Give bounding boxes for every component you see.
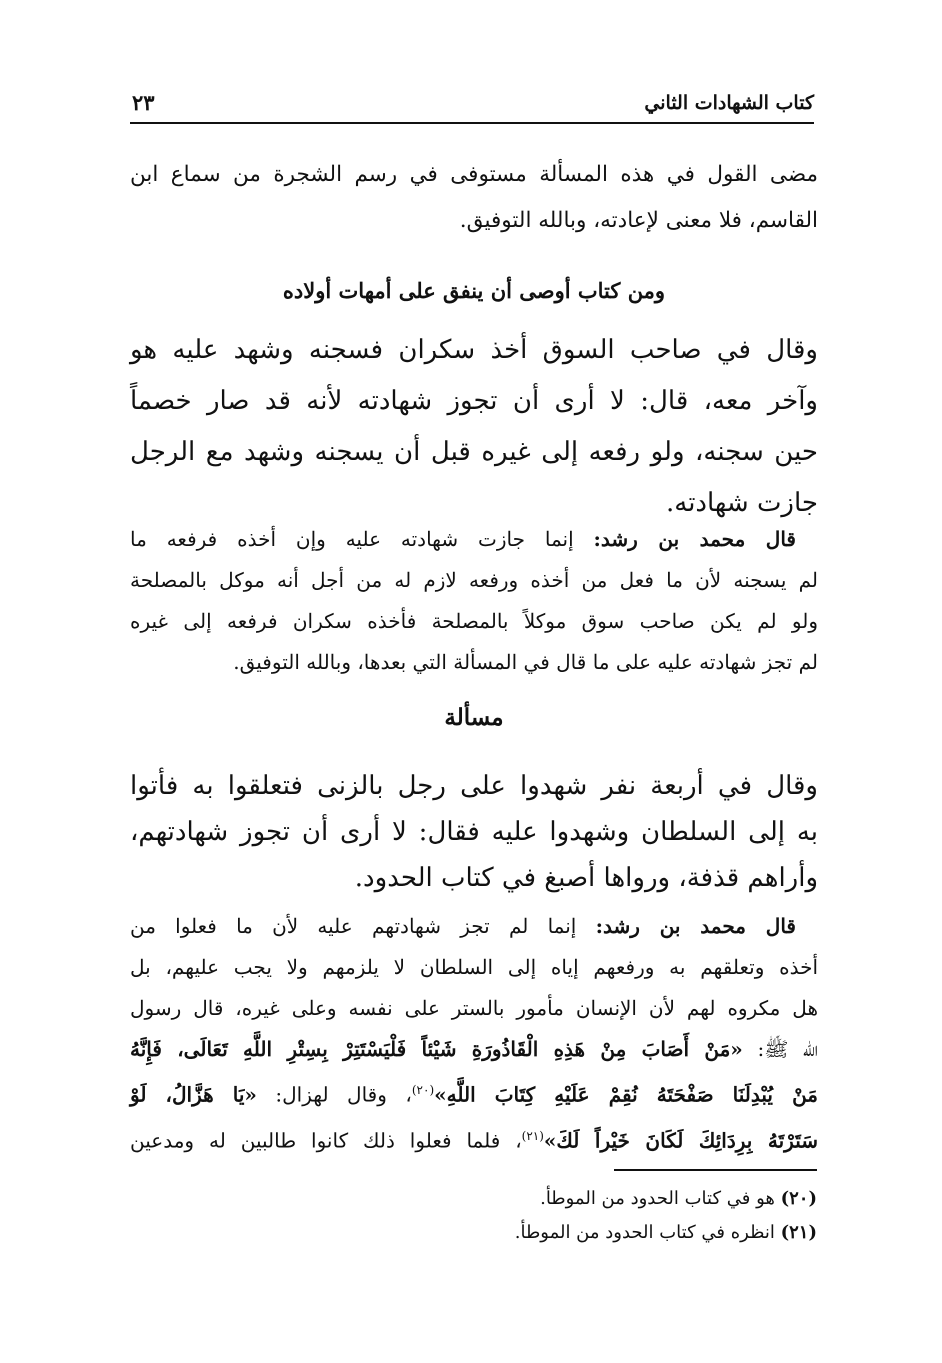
hadith-quote: «يَا هَزَّالُ، لَوْ: [130, 1082, 257, 1107]
text-line: أخذه وتعلقهم به ورفعهم إياه إلى السلطان لا يلزمهم ولا يجب عليهم، بل: [130, 955, 818, 979]
commentary-text: إنما لم تجز شهادتهم عليه لأن ما فعلوا من: [130, 914, 577, 938]
intro-paragraph: [130, 152, 818, 244]
text-line: به إلى السلطان وشهدوا عليه فقال: لا أرى أن تجوز شهادتهم،: [130, 817, 818, 847]
commentator-name: قال محمد بن رشد:: [595, 914, 796, 938]
hadith-quote: «مَنْ أَصَابَ مِنْ هَذِهِ الْقَاذُورَةِ شَيْئاً فَلْيَسْتَتِرْ بِسِتْرِ اللَّهِ تَعَالَى، فَإِنَّهُ: [130, 1037, 743, 1061]
footnote-divider: [614, 1169, 817, 1171]
masala-heading: مسألة: [444, 704, 504, 731]
text-line: جازت شهادته.: [665, 488, 818, 518]
text-line: لم يسجنه لأن ما فعل من أخذه ورفعه لازم له من أجل أنه موكل بالمصلحة: [130, 568, 818, 592]
footnote-text: انظره في كتاب الحدود من الموطأ.: [514, 1222, 775, 1243]
paragraph-commentary-1: [130, 519, 818, 683]
text-line: [130, 519, 818, 560]
footnote-number: (٢١): [780, 1222, 817, 1243]
text-line: [130, 1116, 818, 1162]
text-line: حين سجنه، ولو رفعه إلى غيره قبل أن يسجنه وشهد مع الرجل: [130, 437, 818, 467]
text-line: وقال في أربعة نفر شهدوا على رجل بالزنى فتعلقوا به فأتوا: [130, 771, 818, 801]
commentary-text: إنما جازت شهادته عليه وإن أخذه فرفعه ما: [130, 527, 574, 551]
paragraph-statement-2: [130, 763, 818, 901]
footnote-number: (٢٠): [780, 1188, 817, 1209]
commentator-name: قال محمد بن رشد:: [593, 527, 796, 551]
text-line: ولو لم يكن صاحب سوق موكلاً بالمصلحة فأخذه سكران فرفعه إلى غيره: [130, 609, 818, 633]
text-line: [130, 1029, 818, 1070]
paragraph-commentary-2: [130, 906, 818, 1161]
footnote-text: هو في كتاب الحدود من الموطأ.: [540, 1188, 775, 1209]
text-line: وقال في صاحب السوق أخذ سكران فسجنه وشهد عليه هو: [130, 335, 818, 365]
section-heading: ومن كتاب أوصى أن ينفق على أمهات أولاده: [282, 278, 666, 303]
text-segment: ، وقال لهزال:: [256, 1082, 412, 1107]
text-segment: الله ﷺ:: [742, 1037, 818, 1061]
footnote-ref[interactable]: (٢١): [521, 1128, 544, 1143]
text-line: القاسم، فلا معنى لإعادته، وبالله التوفيق.: [459, 208, 818, 233]
text-line: هل مكروه لهم لأن الإنسان مأمور بالستر على نفسه وعلى غيره، قال رسول: [130, 996, 818, 1020]
page-number: ٢٣: [132, 90, 155, 115]
footnote-ref[interactable]: (٢٠): [411, 1083, 435, 1097]
text-line: لم تجز شهادته عليه على ما قال في المسألة التي بعدها، وبالله التوفيق.: [233, 650, 818, 674]
page-header: [130, 86, 814, 124]
hadith-quote: سَتَرْتَهُ بِرِدَائِكَ لَكَانَ خَيْراً لَكَ»: [543, 1128, 818, 1153]
hadith-quote: مَنْ يُبْدِلَنَا صَفْحَتَهُ نُقِمْ عَلَيْهِ كِتَابَ اللَّهِ»: [434, 1082, 819, 1107]
footnote-item: [430, 1182, 817, 1216]
paragraph-statement-1: [130, 325, 818, 529]
text-segment: ، فلما فعلوا ذلك كانوا طالبين له ومدعين: [130, 1128, 522, 1153]
running-title: كتاب الشهادات الثاني: [644, 92, 814, 114]
text-line: [130, 1070, 818, 1116]
text-line: [130, 906, 818, 947]
text-line: وآخر معه، قال: لا أرى أن تجوز شهادته لأنه قد صار خصماً: [130, 386, 818, 416]
footnotes: [430, 1182, 817, 1250]
text-line: وأراهم قذفة، ورواها أصبغ في كتاب الحدود.: [354, 863, 818, 893]
footnote-item: [430, 1216, 817, 1250]
text-line: مضى القول في هذه المسألة مستوفى في رسم الشجرة من سماع ابن: [130, 162, 818, 187]
